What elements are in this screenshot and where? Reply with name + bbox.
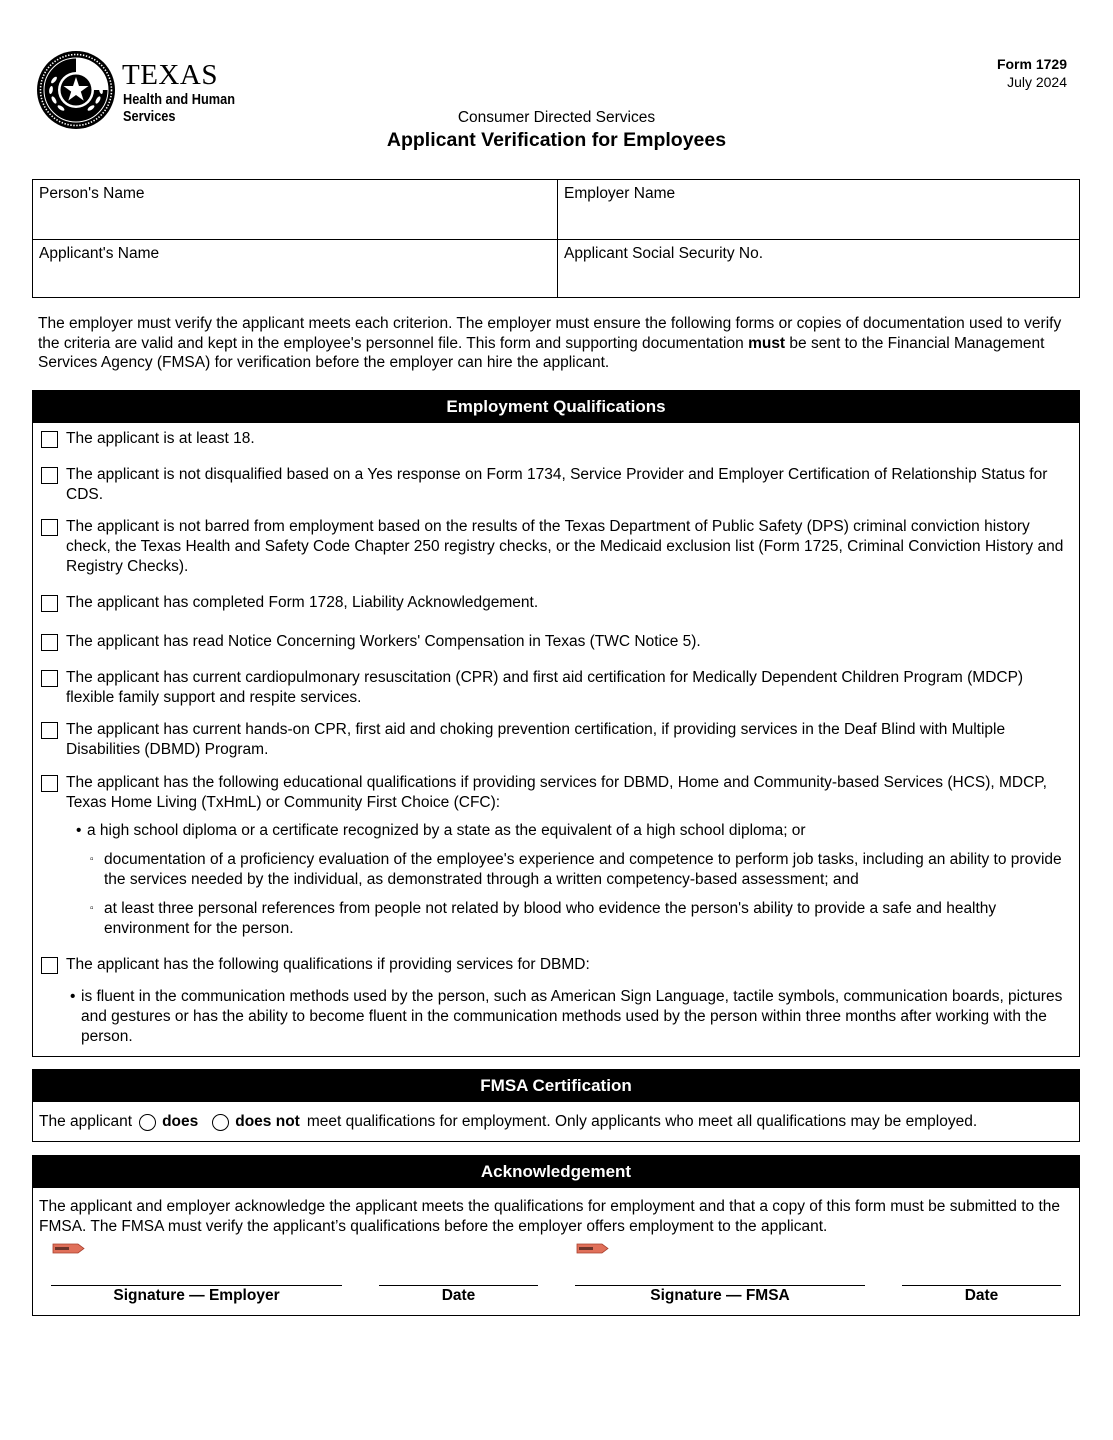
qualification-item [41,593,1071,613]
checkbox[interactable] [41,519,58,536]
qualification-item [41,668,1071,708]
persons-name-label: Person's Name [39,185,145,202]
employer-date-line[interactable] [379,1285,538,1286]
checkbox[interactable] [41,722,58,739]
qualification-text: The applicant is not barred from employment based on the results of the Texas Department of Public Safety (DPS) criminal conviction history check, the Texas Health and Safety Code Chapter 250 registry checks, or the Medicaid exclusion list (Form 1725, Criminal Conviction History and Registry Checks). [66,518,1064,575]
qualification-text: The applicant has completed Form 1728, Liability Acknowledgement. [66,594,539,611]
acknowledgement-text: The applicant and employer acknowledge the applicant meets the qualifications for employment and that a copy of this form must be submitted to the FMSA. The FMSA must verify the applicant’s qualifications before the employer offers employment to the applicant. [39,1198,1060,1235]
bullet-text: a high school diploma or a certificate recognized by a state as the equivalent of a high school diploma; or [87,822,806,839]
checkbox[interactable] [41,957,58,974]
intro-text-2: be sent to the Financial Management Services Agency (FMSA) for verification before the employer can hire the applicant. [38,334,1045,372]
form-number: Form 1729 [996,56,1067,72]
checkbox[interactable] [41,467,58,484]
qualification-text: The applicant is not disqualified based on a Yes response on Form 1734, Service Provider and Employer Certification of Relationship Status for CDS. [66,466,1048,503]
intro-text: The employer must verify the applicant meets each criterion. The employer must ensure the following forms or copies of documentation used to verify the criteria are valid and kept in the employee's personnel file. This form and supporting documentation [38,315,1062,352]
radio-does[interactable] [139,1114,156,1131]
section-heading: Acknowledgement [33,1156,1079,1188]
bullet-icon: • [70,988,76,1005]
acknowledgement-section [32,1155,1080,1316]
qualification-item [41,773,1071,813]
checkbox[interactable] [41,595,58,612]
fmsa-certification-section [32,1069,1080,1142]
page-subtitle: Consumer Directed Services [457,109,656,126]
intro-emphasis: must [748,334,786,352]
sign-here-tag-icon[interactable] [52,1243,85,1254]
education-subbullet [90,850,1070,890]
logo-agency-line-2: Services [123,109,176,125]
qualification-item [41,720,1071,760]
dbmd-bullet [70,987,1070,1047]
qualification-text: The applicant has the following qualifications if providing services for DBMD: [66,956,590,973]
qualification-item [41,465,1071,505]
section-heading: FMSA Certification [33,1070,1079,1102]
square-bullet-icon: ▫ [90,854,94,865]
fmsa-suffix: meet qualifications for employment. Only applicants who meet all qualifications may be employed. [306,1113,978,1130]
sign-here-tag-icon[interactable] [576,1243,609,1254]
employer-signature-label: Signature — Employer [113,1287,280,1304]
employer-signature-line[interactable] [51,1285,342,1286]
applicant-info-grid [32,179,1080,298]
qualification-item [41,429,1071,449]
fmsa-date-line[interactable] [902,1285,1061,1286]
subbullet-text: documentation of a proficiency evaluation of the employee's experience and competence to perform job tasks, including an ability to provide the services needed by the individual, as demonstrated through a written competency-based assessment; and [104,851,1062,888]
radio-does-not[interactable] [212,1114,229,1131]
checkbox[interactable] [41,775,58,792]
page-title: Applicant Verification for Employees [386,129,727,151]
applicants-name-label: Applicant's Name [39,245,160,262]
employer-name-field[interactable] [557,180,1079,239]
fmsa-determination [39,1113,977,1131]
radio-does-label: does [162,1113,199,1130]
qualification-text: The applicant is at least 18. [66,430,255,447]
bullet-text: is fluent in the communication methods used by the person, such as American Sign Language, tactile symbols, communication boards, pictures and gestures or has the ability to become fluent in the communication methods used by the person within three months after working with the person. [81,988,1063,1045]
logo-texas: TEXAS [122,59,218,91]
education-bullet [76,821,1076,841]
square-bullet-icon: ▫ [90,903,94,914]
qualification-item [41,955,1071,975]
fmsa-prefix: The applicant [39,1113,133,1130]
qualification-item [41,632,1071,652]
applicant-ssn-field[interactable] [557,239,1079,297]
applicant-ssn-label: Applicant Social Security No. [564,245,764,262]
fmsa-date-label: Date [964,1287,999,1304]
applicants-name-field[interactable] [33,239,557,297]
checkbox[interactable] [41,431,58,448]
radio-does-not-label: does not [235,1113,300,1130]
employer-date-label: Date [441,1287,476,1304]
fmsa-signature-label: Signature — FMSA [650,1287,790,1304]
employment-qualifications-section [32,390,1080,1057]
education-subbullet [90,899,1070,939]
checkbox[interactable] [41,670,58,687]
employer-name-label: Employer Name [564,185,676,202]
form-identifier [997,55,1067,91]
form-date: July 2024 [1007,74,1067,90]
qualification-text: The applicant has current hands-on CPR, first aid and choking prevention certification, if providing services in the Deaf Blind with Multiple Disabilities (DBMD) Program. [66,721,1006,758]
qualification-text: The applicant has the following educational qualifications if providing services for DBMD, Home and Community-based Services (HCS), MDCP, Texas Home Living (TxHmL) or Community First Choice (CFC): [66,774,1047,811]
qualification-text: The applicant has read Notice Concerning Workers' Compensation in Texas (TWC Notice 5). [66,633,701,650]
section-heading: Employment Qualifications [33,391,1079,423]
subbullet-text: at least three personal references from people not related by blood who evidence the person's ability to provide a safe and healthy environment for the person. [104,900,997,937]
checkbox[interactable] [41,634,58,651]
bullet-icon: • [76,822,82,839]
intro-paragraph [38,314,1074,373]
qualification-item [41,517,1071,577]
logo-agency-line: Health and Human [123,92,236,108]
fmsa-signature-line[interactable] [575,1285,865,1286]
qualification-text: The applicant has current cardiopulmonary resuscitation (CPR) and first aid certification for Medically Dependent Children Program (MDCP) flexible family support and respite services. [66,669,1024,706]
persons-name-field[interactable] [33,180,557,239]
